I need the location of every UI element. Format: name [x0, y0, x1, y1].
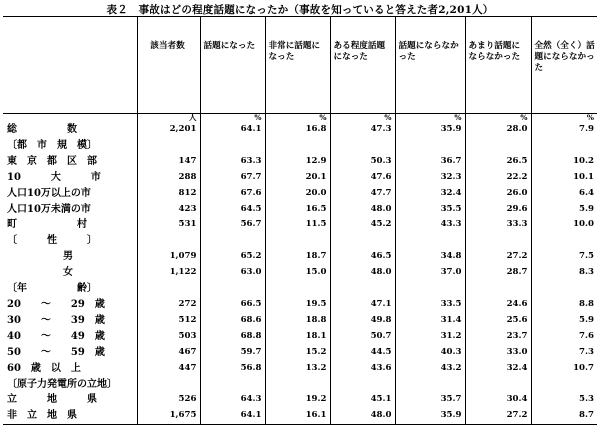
cell-value: 64.1 [200, 122, 265, 138]
cell-value: 47.7 [330, 186, 395, 202]
unit-label: % [265, 114, 330, 123]
cell-value: 1,079 [137, 249, 200, 265]
cell-value: 67.7 [200, 170, 265, 186]
cell-value: 16.5 [265, 202, 330, 218]
cell-value: 18.1 [265, 329, 330, 345]
table-row [3, 217, 597, 233]
cell-value: 32.4 [395, 186, 465, 202]
cell-value: 13.2 [265, 361, 330, 377]
stub-header [3, 17, 137, 114]
cell-value: 32.3 [395, 170, 465, 186]
cell-value: 33.0 [465, 345, 531, 361]
table-row [3, 281, 597, 297]
cell-value: 10.0 [531, 217, 597, 233]
cell-value: 503 [137, 329, 200, 345]
cell-value: 20.1 [265, 170, 330, 186]
unit-label: % [531, 114, 597, 123]
table-row [3, 170, 597, 186]
row-label: 人口10万未満の市 [7, 203, 91, 215]
cell-value: 8.7 [531, 408, 597, 424]
survey-table [3, 16, 597, 425]
column-header: ある程度話題になった [330, 17, 395, 114]
cell-value: 47.6 [330, 170, 395, 186]
cell-value: 25.6 [465, 313, 531, 329]
unit-label: % [395, 114, 465, 123]
cell-value: 16.8 [265, 122, 330, 138]
table-row [3, 329, 597, 345]
table-row [3, 313, 597, 329]
cell-value: 65.2 [200, 249, 265, 265]
cell-value: 31.4 [395, 313, 465, 329]
cell-value [137, 138, 200, 154]
cell-value: 64.3 [200, 392, 265, 408]
cell-value: 531 [137, 217, 200, 233]
cell-value: 63.0 [200, 265, 265, 281]
cell-value: 5.9 [531, 313, 597, 329]
row-label: 50 ～ 59 歳 [7, 346, 105, 358]
row-label: 東 京 都 区 部 [7, 155, 97, 167]
cell-value [137, 281, 200, 297]
cell-value: 29.6 [465, 202, 531, 218]
row-label: 女 [63, 267, 73, 279]
cell-value: 5.9 [531, 202, 597, 218]
cell-value: 33.3 [465, 217, 531, 233]
column-header: 話題になった [200, 17, 265, 114]
cell-value [265, 377, 330, 393]
cell-value: 37.0 [395, 265, 465, 281]
cell-value [200, 281, 265, 297]
cell-value: 26.5 [465, 154, 531, 170]
column-header: 非常に話題になった [265, 17, 330, 114]
column-header: あまり話題にならなかった [465, 17, 531, 114]
cell-value: 20.0 [265, 186, 330, 202]
column-header: 全然（全く）話題にならなかった [531, 17, 597, 114]
cell-value: 49.8 [330, 313, 395, 329]
cell-value [265, 138, 330, 154]
table-row [3, 138, 597, 154]
table-row [3, 265, 597, 281]
row-label: 人口10万以上の市 [7, 187, 91, 199]
cell-value: 47.1 [330, 297, 395, 313]
cell-value: 30.4 [465, 392, 531, 408]
cell-value: 40.3 [395, 345, 465, 361]
cell-value [395, 281, 465, 297]
cell-value: 35.7 [395, 392, 465, 408]
cell-value: 56.7 [200, 217, 265, 233]
cell-value: 423 [137, 202, 200, 218]
cell-value: 45.1 [330, 392, 395, 408]
table-row [3, 154, 597, 170]
cell-value: 56.8 [200, 361, 265, 377]
cell-value: 35.9 [395, 408, 465, 424]
cell-value [531, 233, 597, 249]
row-label: 〔原子力発電所の立地〕 [7, 378, 117, 390]
table-row [3, 186, 597, 202]
cell-value: 33.5 [395, 297, 465, 313]
cell-value [465, 138, 531, 154]
cell-value: 1,122 [137, 265, 200, 281]
column-header: 話題にならなかった [395, 17, 465, 114]
cell-value: 47.3 [330, 122, 395, 138]
unit-label: 人 [137, 114, 200, 123]
cell-value: 35.9 [395, 122, 465, 138]
cell-value: 35.5 [395, 202, 465, 218]
cell-value [265, 233, 330, 249]
row-label: 60 歳 以 上 [7, 362, 81, 374]
cell-value [395, 377, 465, 393]
cell-value: 27.2 [465, 408, 531, 424]
row-label: 総 数 [7, 124, 77, 135]
cell-value: 27.2 [465, 249, 531, 265]
cell-value: 67.6 [200, 186, 265, 202]
table-row [3, 408, 597, 424]
row-label: 〔都 市 規 模〕 [7, 139, 97, 151]
table-row [3, 249, 597, 265]
cell-value: 19.2 [265, 392, 330, 408]
cell-value: 8.8 [531, 297, 597, 313]
cell-value: 36.7 [395, 154, 465, 170]
cell-value: 50.7 [330, 329, 395, 345]
cell-value: 7.9 [531, 122, 597, 138]
row-label: 30 ～ 39 歳 [7, 314, 105, 326]
cell-value: 18.8 [265, 313, 330, 329]
cell-value [137, 233, 200, 249]
cell-value: 68.8 [200, 329, 265, 345]
cell-value: 15.2 [265, 345, 330, 361]
table-row [3, 297, 597, 313]
header-row [3, 17, 597, 114]
cell-value: 23.7 [465, 329, 531, 345]
cell-value: 28.7 [465, 265, 531, 281]
cell-value: 43.2 [395, 361, 465, 377]
table-title: 表２ 事故はどの程度話題になったか（事故を知っていると答えた者2,201人） [106, 4, 494, 16]
cell-value: 7.5 [531, 249, 597, 265]
cell-value: 43.3 [395, 217, 465, 233]
cell-value [531, 138, 597, 154]
cell-value: 147 [137, 154, 200, 170]
cell-value: 2,201 [137, 122, 200, 138]
cell-value: 45.2 [330, 217, 395, 233]
cell-value [330, 281, 395, 297]
cell-value: 63.3 [200, 154, 265, 170]
unit-label: % [465, 114, 531, 123]
cell-value: 48.0 [330, 265, 395, 281]
cell-value: 43.6 [330, 361, 395, 377]
cell-value: 10.2 [531, 154, 597, 170]
cell-value: 34.8 [395, 249, 465, 265]
cell-value [330, 233, 395, 249]
unit-label: % [330, 114, 395, 123]
row-label: 立 地 県 [7, 394, 97, 406]
cell-value: 59.7 [200, 345, 265, 361]
cell-value [465, 281, 531, 297]
cell-value [395, 138, 465, 154]
cell-value [330, 138, 395, 154]
table-row [3, 233, 597, 249]
cell-value: 32.4 [465, 361, 531, 377]
cell-value [465, 233, 531, 249]
unit-row [3, 114, 597, 123]
row-label: 町 村 [7, 219, 87, 231]
cell-value [531, 377, 597, 393]
cell-value [531, 281, 597, 297]
cell-value: 512 [137, 313, 200, 329]
column-header: 該当者数 [137, 17, 200, 114]
cell-value: 6.4 [531, 186, 597, 202]
cell-value: 10.7 [531, 361, 597, 377]
cell-value: 12.9 [265, 154, 330, 170]
row-label: 20 ～ 29 歳 [7, 298, 105, 310]
cell-value [137, 377, 200, 393]
cell-value: 31.2 [395, 329, 465, 345]
cell-value: 447 [137, 361, 200, 377]
table-row [3, 345, 597, 361]
cell-value [395, 233, 465, 249]
cell-value: 15.0 [265, 265, 330, 281]
cell-value: 64.5 [200, 202, 265, 218]
table-row [3, 202, 597, 218]
cell-value: 48.0 [330, 202, 395, 218]
cell-value: 5.3 [531, 392, 597, 408]
cell-value: 526 [137, 392, 200, 408]
cell-value [265, 281, 330, 297]
cell-value: 16.1 [265, 408, 330, 424]
cell-value: 22.2 [465, 170, 531, 186]
row-label: 〔年 齢〕 [7, 283, 97, 295]
row-label: 〔 性 〕 [7, 235, 97, 247]
row-label: 男 [63, 251, 73, 263]
cell-value: 7.3 [531, 345, 597, 361]
row-label: 40 ～ 49 歳 [7, 330, 105, 342]
cell-value [200, 138, 265, 154]
cell-value: 7.6 [531, 329, 597, 345]
table-row [3, 122, 597, 138]
cell-value: 26.0 [465, 186, 531, 202]
row-label: 10 大 市 [7, 171, 101, 183]
cell-value [330, 377, 395, 393]
table-row [3, 361, 597, 377]
cell-value: 1,675 [137, 408, 200, 424]
cell-value [200, 233, 265, 249]
cell-value: 44.5 [330, 345, 395, 361]
table-row [3, 392, 597, 408]
cell-value: 66.5 [200, 297, 265, 313]
cell-value: 272 [137, 297, 200, 313]
cell-value: 28.0 [465, 122, 531, 138]
cell-value: 48.0 [330, 408, 395, 424]
cell-value: 50.3 [330, 154, 395, 170]
cell-value: 68.6 [200, 313, 265, 329]
cell-value [465, 377, 531, 393]
cell-value: 24.6 [465, 297, 531, 313]
cell-value: 467 [137, 345, 200, 361]
cell-value: 46.5 [330, 249, 395, 265]
unit-label: % [200, 114, 265, 123]
cell-value: 288 [137, 170, 200, 186]
cell-value: 10.1 [531, 170, 597, 186]
cell-value: 8.3 [531, 265, 597, 281]
cell-value: 64.1 [200, 408, 265, 424]
cell-value: 19.5 [265, 297, 330, 313]
cell-value [200, 377, 265, 393]
row-label: 非 立 地 県 [3, 408, 137, 424]
cell-value: 11.5 [265, 217, 330, 233]
cell-value: 18.7 [265, 249, 330, 265]
table-row [3, 377, 597, 393]
cell-value: 812 [137, 186, 200, 202]
